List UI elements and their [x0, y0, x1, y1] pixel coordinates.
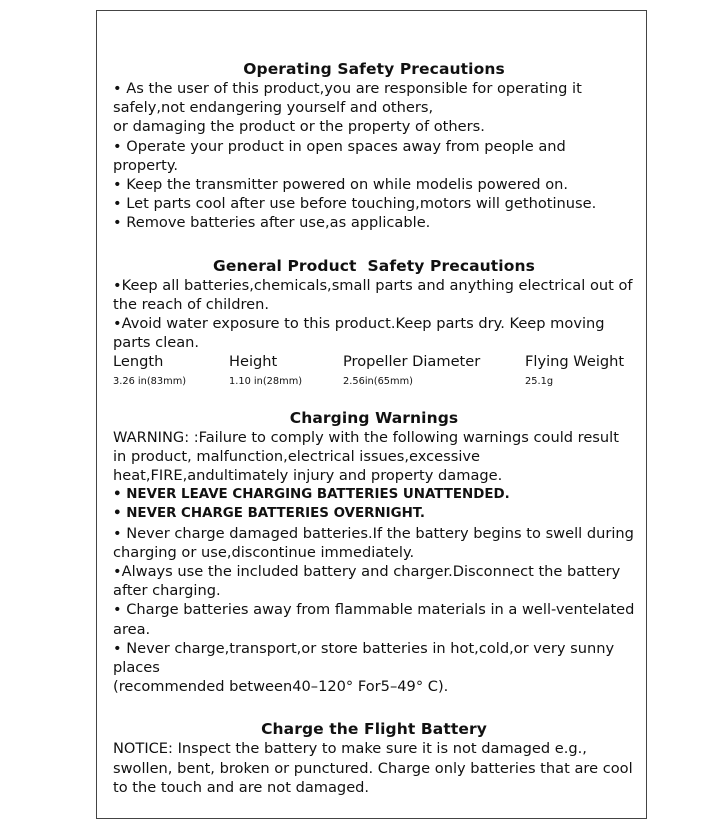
- text-line: •Always use the included battery and charger.Disconnect the battery: [113, 563, 621, 581]
- text-line: charging or use,discontinue immediately.: [113, 543, 415, 561]
- section-gap: [113, 233, 635, 256]
- text-line: swollen, bent, broken or punctured. Charge only batteries that are cool: [113, 759, 633, 777]
- text-line: • Let parts cool after use before touching,motors will gethotinuse.: [113, 195, 597, 213]
- spec-label-length: Length: [113, 353, 164, 371]
- section-title: Charge the Flight Battery: [261, 720, 487, 739]
- text-line: (recommended between40–120° For5–49° C).: [113, 678, 449, 696]
- text-line: • As the user of this product,you are responsible for operating it: [113, 80, 582, 97]
- operating-safety-section: [113, 59, 635, 233]
- text-line: WARNING: :Failure to comply with the following warnings could result: [113, 428, 619, 446]
- text-line: • Keep the transmitter powered on while modelis powered on.: [113, 176, 569, 194]
- text-line: • Remove batteries after use,as applicable.: [113, 214, 431, 232]
- spec-value-propeller: 2.56in(65mm): [343, 375, 413, 387]
- text-line: •Keep all batteries,chemicals,small parts and anything electrical out of: [113, 276, 633, 294]
- manual-page: [96, 10, 647, 819]
- section-title: Charging Warnings: [289, 408, 459, 427]
- text-line: • Never charge damaged batteries.If the battery begins to swell during: [113, 524, 634, 542]
- text-line: the reach of children.: [113, 295, 269, 313]
- general-safety-section: [113, 256, 635, 391]
- text-line: parts clean.: [113, 334, 200, 352]
- spec-values-row: [113, 372, 635, 391]
- text-line: • Operate your product in open spaces away from people and property.: [113, 137, 566, 174]
- text-line: in product, malfunction,electrical issues,excessive: [113, 447, 481, 465]
- spec-labels-row: [113, 352, 635, 371]
- text-line: to the touch and are not damaged.: [113, 778, 370, 796]
- text-line: safely,not endangering yourself and others,: [113, 99, 434, 117]
- spec-value-height: 1.10 in(28mm): [229, 375, 303, 387]
- section-title: Operating Safety Precautions: [243, 60, 505, 78]
- spec-value-weight: 25.1g: [525, 375, 554, 387]
- warning-line: • NEVER LEAVE CHARGING BATTERIES UNATTENDED.: [113, 487, 510, 503]
- text-line: • Charge batteries away from flammable materials in a well-ventelated: [113, 601, 635, 619]
- page-content: [113, 59, 635, 797]
- section-gap: [113, 391, 635, 408]
- section-gap: [113, 696, 635, 719]
- spec-value-length: 3.26 in(83mm): [113, 375, 187, 387]
- flight-battery-section: [113, 719, 635, 797]
- spec-label-height: Height: [229, 353, 278, 371]
- text-line: heat,FIRE,andultimately injury and property damage.: [113, 467, 503, 485]
- spec-label-propeller: Propeller Diameter: [343, 353, 481, 371]
- text-line: area.: [113, 620, 151, 638]
- section-title: General Product Safety Precautions: [213, 256, 535, 275]
- text-line: • Never charge,transport,or store batteries in hot,cold,or very sunny: [113, 639, 615, 657]
- text-line: •Avoid water exposure to this product.Keep parts dry. Keep moving: [113, 315, 605, 333]
- text-line: NOTICE: Inspect the battery to make sure it is not damaged e.g.,: [113, 740, 587, 758]
- text-line: after charging.: [113, 582, 221, 600]
- warning-line: • NEVER CHARGE BATTERIES OVERNIGHT.: [113, 506, 425, 522]
- spec-label-weight: Flying Weight: [525, 353, 625, 371]
- text-line: or damaging the product or the property of others.: [113, 118, 485, 136]
- text-line: places: [113, 659, 160, 677]
- charging-warnings-section: [113, 408, 635, 697]
